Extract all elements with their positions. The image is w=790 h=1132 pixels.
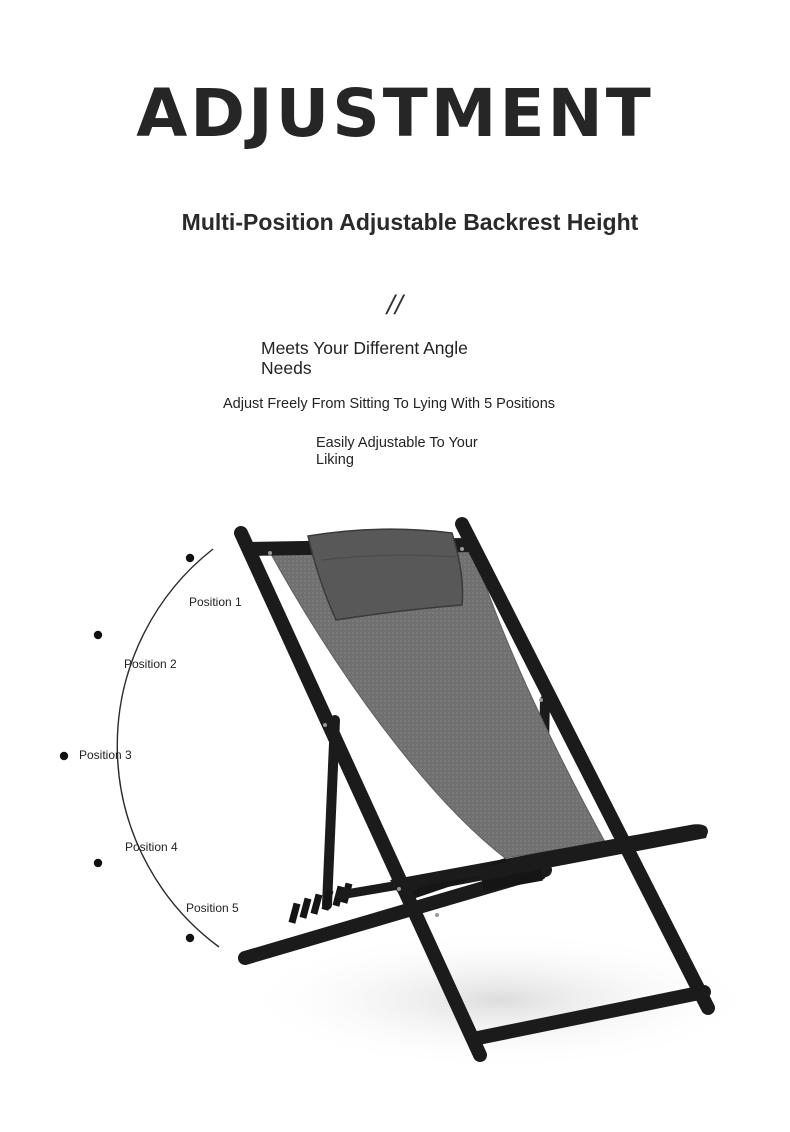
- feature-adjustable: Easily Adjustable To Your Liking: [316, 435, 478, 468]
- position-dot-5: [186, 934, 194, 942]
- position-label-2: Position 2: [124, 657, 177, 671]
- position-dot-4: [94, 859, 102, 867]
- position-dot-1: [186, 554, 194, 562]
- position-label-5: Position 5: [186, 901, 239, 915]
- feature-five-positions: Adjust Freely From Sitting To Lying With 5 Positions: [222, 396, 556, 412]
- position-dot-3: [60, 752, 68, 760]
- page-title: ADJUSTMENT: [136, 75, 654, 152]
- headrest-pillow: [308, 529, 463, 620]
- position-dot-2: [94, 631, 102, 639]
- position-label-3: Position 3: [79, 748, 132, 762]
- page-subtitle: Multi-Position Adjustable Backrest Height: [181, 209, 639, 235]
- position-label-4: Position 4: [125, 840, 178, 854]
- position-label-1: Position 1: [189, 595, 242, 609]
- feature-angle-needs: Meets Your Different Angle Needs: [261, 338, 468, 378]
- divider-slashes: //: [386, 290, 404, 318]
